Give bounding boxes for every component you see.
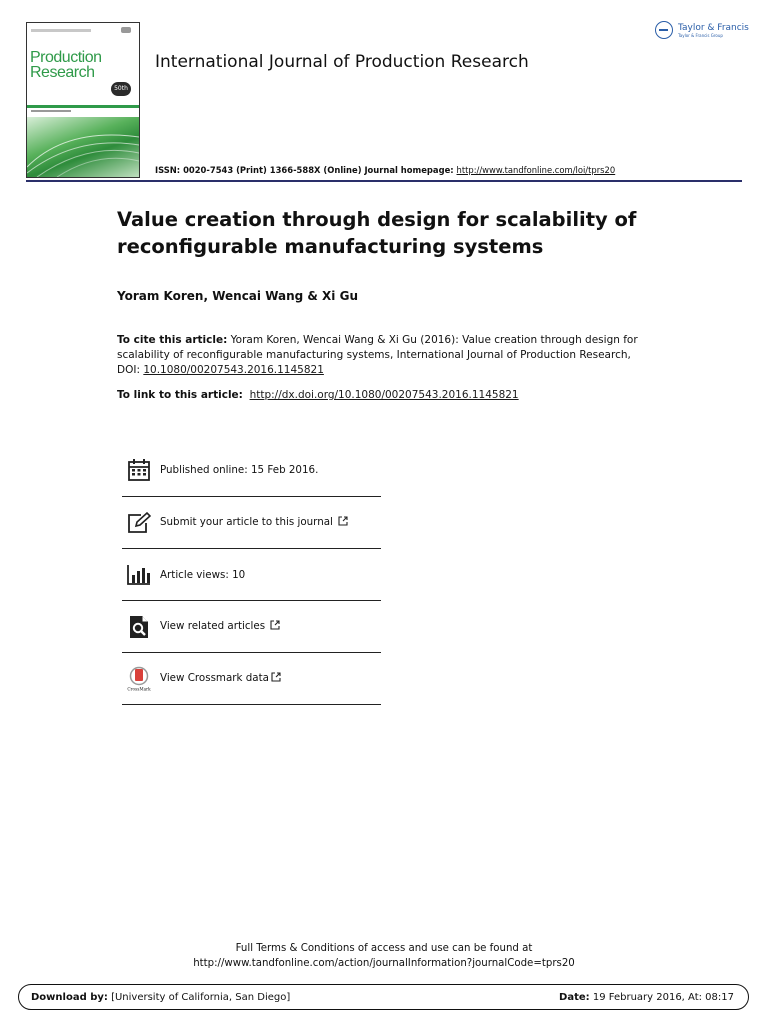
download-label: Download by: bbox=[31, 991, 108, 1003]
article-authors: Yoram Koren, Wencai Wang & Xi Gu bbox=[117, 289, 358, 303]
crossmark-row[interactable] bbox=[122, 653, 381, 705]
date-value: 19 February 2016, At: 08:17 bbox=[592, 991, 734, 1003]
submit-article-label[interactable]: Submit your article to this journal bbox=[160, 516, 348, 529]
article-views-label: Article views: 10 bbox=[160, 568, 246, 581]
cover-subtitle-line bbox=[31, 110, 71, 112]
cover-logo bbox=[121, 27, 131, 33]
article-link[interactable]: http://dx.doi.org/10.1080/00207543.2016.1145821 bbox=[249, 389, 519, 401]
journal-cover-image bbox=[26, 22, 140, 178]
issn-text: ISSN: 0020-7543 (Print) 1366-588X (Online) Journal homepage: bbox=[155, 165, 457, 175]
journal-homepage-link[interactable]: http://www.tandfonline.com/loi/tprs20 bbox=[456, 165, 616, 175]
submit-article-row[interactable] bbox=[122, 497, 381, 549]
crossmark-label[interactable]: View Crossmark data bbox=[160, 672, 281, 685]
article-views-row bbox=[122, 549, 381, 601]
related-articles-label[interactable]: View related articles bbox=[160, 620, 280, 633]
cover-artwork bbox=[27, 117, 139, 177]
cover-title-line2: Research bbox=[30, 64, 95, 81]
cover-top-strip bbox=[31, 29, 91, 32]
cover-title-line1: Production bbox=[30, 49, 102, 66]
related-search-icon bbox=[126, 614, 152, 640]
journal-title: International Journal of Production Research bbox=[155, 52, 529, 72]
header-divider bbox=[26, 180, 742, 182]
cite-text: Yoram Koren, Wencai Wang & Xi Gu (2016): Value creation through design for scalability of reconfigurable manufacturing systems, International Journal of Production Research, DOI: bbox=[117, 334, 638, 376]
cover-band bbox=[27, 105, 139, 108]
bar-chart-icon bbox=[126, 562, 152, 588]
terms-line-1: Full Terms & Conditions of access and use can be found at bbox=[235, 943, 533, 954]
related-articles-row[interactable] bbox=[122, 601, 381, 653]
cover-anniversary-badge: 50th bbox=[111, 82, 131, 96]
article-title: Value creation through design for scalability of reconfigurable manufacturing systems bbox=[117, 208, 637, 258]
publisher-logo bbox=[655, 21, 749, 39]
edit-icon bbox=[126, 510, 152, 536]
cite-label: To cite this article: bbox=[117, 334, 228, 346]
terms-notice bbox=[0, 941, 768, 971]
date-info bbox=[559, 992, 734, 1003]
download-institution: [University of California, San Diego] bbox=[111, 991, 291, 1003]
calendar-icon bbox=[126, 457, 152, 483]
crossmark-icon-text: CrossMark bbox=[127, 686, 151, 691]
published-online-row bbox=[122, 444, 381, 497]
download-info bbox=[31, 992, 290, 1003]
issn-line bbox=[155, 165, 615, 175]
external-link-icon bbox=[270, 620, 280, 633]
publisher-logo-icon bbox=[655, 21, 673, 39]
citation-block bbox=[117, 333, 647, 378]
external-link-icon bbox=[338, 516, 348, 529]
article-actions bbox=[122, 444, 381, 705]
doi-link[interactable]: 10.1080/00207543.2016.1145821 bbox=[143, 364, 324, 376]
publisher-group: Taylor & Francis Group bbox=[678, 32, 723, 38]
crossmark-icon bbox=[126, 666, 152, 692]
download-info-bar bbox=[18, 984, 749, 1010]
link-line bbox=[117, 389, 519, 401]
link-label: To link to this article: bbox=[117, 389, 243, 401]
terms-line-2[interactable]: http://www.tandfonline.com/action/journalInformation?journalCode=tprs20 bbox=[193, 958, 575, 969]
published-online-label: Published online: 15 Feb 2016. bbox=[160, 464, 319, 476]
external-link-icon bbox=[271, 672, 281, 685]
publisher-name: Taylor & Francis bbox=[678, 22, 749, 33]
date-label: Date: bbox=[559, 991, 590, 1003]
